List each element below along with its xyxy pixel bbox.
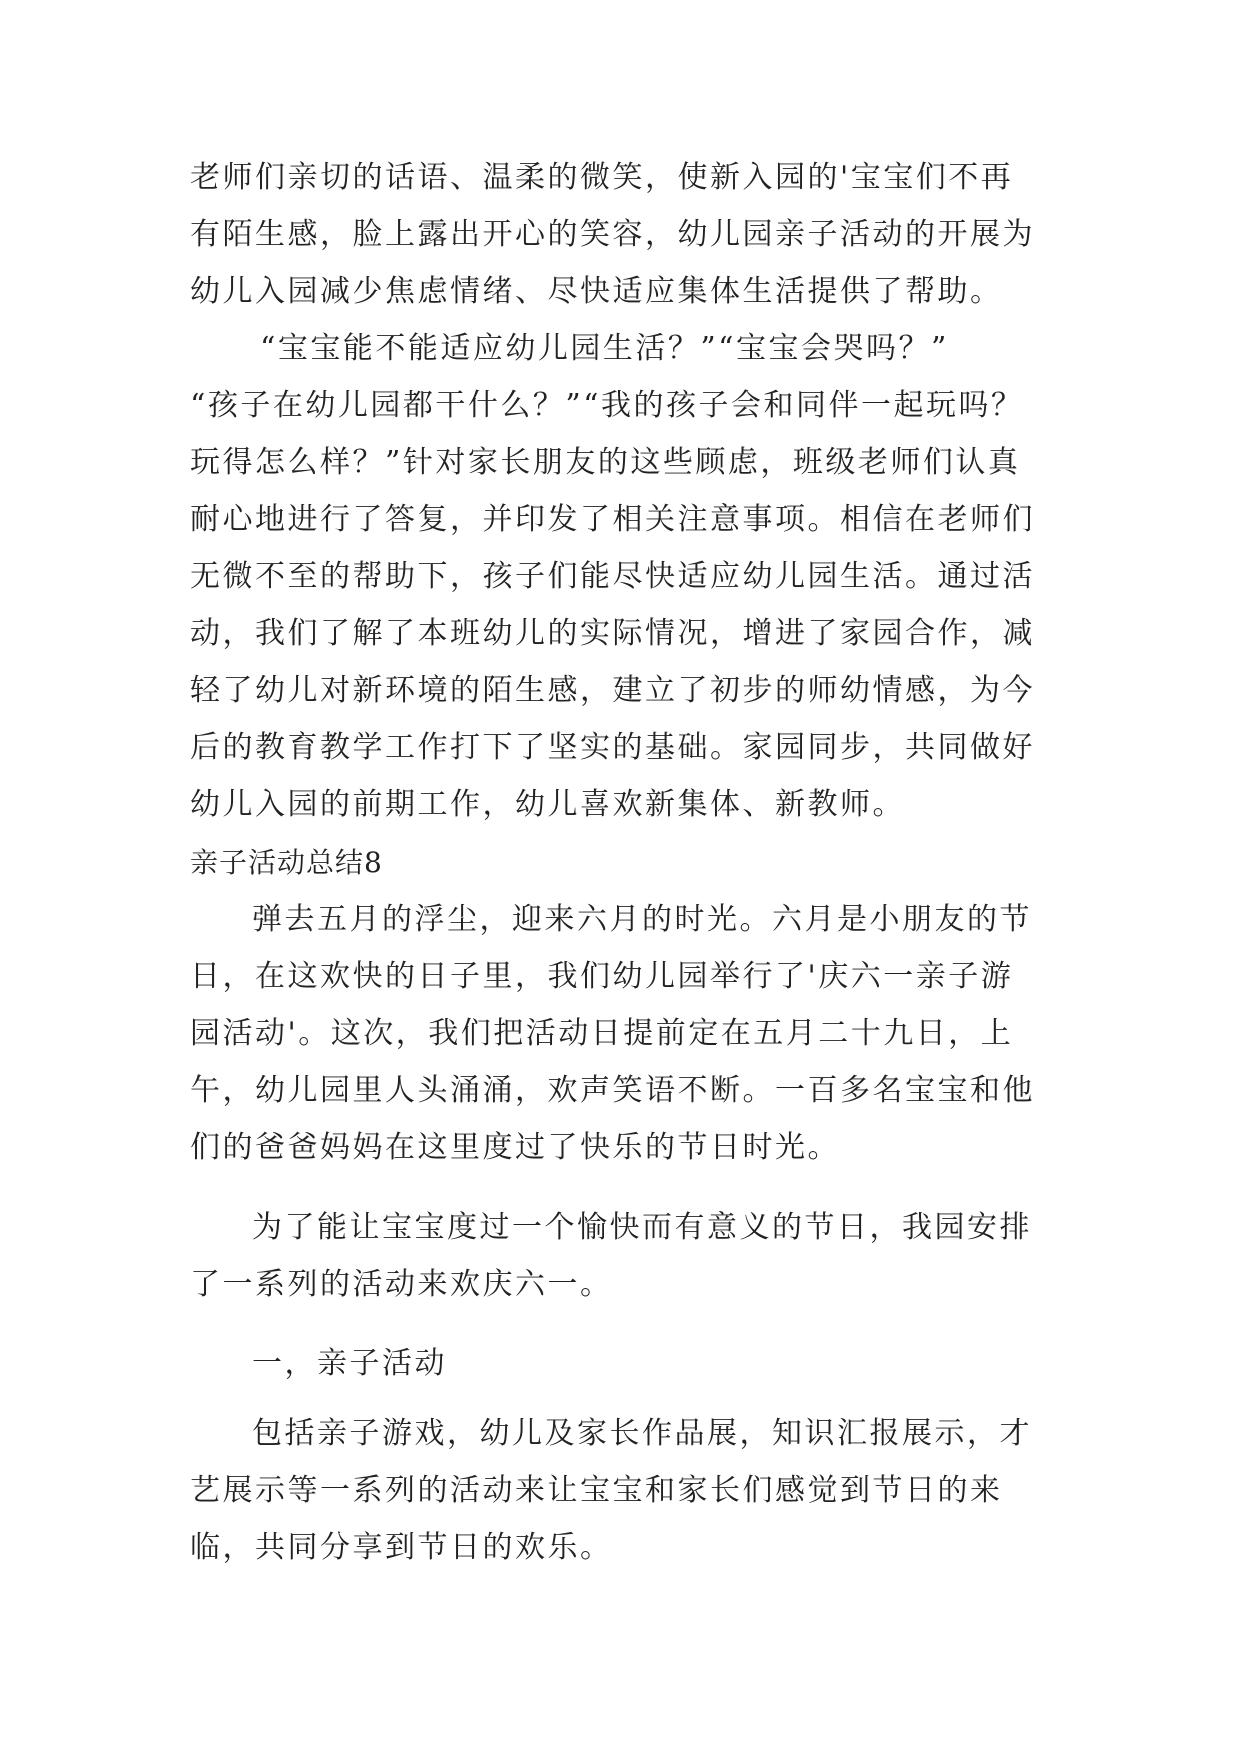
text-line: “孩子在幼儿园都干什么？”“我的孩子会和同伴一起玩吗？: [190, 388, 1024, 423]
text-line: 轻了幼儿对新环境的陌生感，建立了初步的师幼情感，为今: [190, 673, 1035, 708]
text-line: 玩得怎么样？”针对家长朋友的这些顾虑，班级老师们认真: [190, 445, 1021, 480]
text-line: 艺展示等一系列的活动来让宝宝和家长们感觉到节日的来: [190, 1473, 1003, 1508]
text-line: 幼儿入园的前期工作，幼儿喜欢新集体、新教师。: [190, 787, 905, 822]
text-line: 耐心地进行了答复，并印发了相关注意事项。相信在老师们: [190, 502, 1035, 537]
section-heading: 亲子活动总结8: [190, 846, 383, 879]
text-line: 动，我们了解了本班幼儿的实际情况，增进了家园合作，减: [190, 616, 1035, 651]
text-line: 了一系列的活动来欢庆六一。: [190, 1267, 613, 1302]
text-line: 午，幼儿园里人头涌涌，欢声笑语不断。一百多名宝宝和他: [190, 1073, 1035, 1108]
text-line: 日，在这欢快的日子里，我们幼儿园举行了'庆六一亲子游: [190, 959, 1014, 994]
text-line: 临，共同分享到节日的欢乐。: [190, 1530, 613, 1565]
text-line: 后的教育教学工作打下了坚实的基础。家园同步，共同做好: [190, 730, 1035, 765]
text-line: 弹去五月的浮尘，迎来六月的时光。六月是小朋友的节: [252, 902, 1032, 937]
text-line: 们的爸爸妈妈在这里度过了快乐的节日时光。: [190, 1130, 840, 1165]
text-line: 老师们亲切的话语、温柔的微笑，使新入园的'宝宝们不再: [190, 160, 1014, 195]
text-line: 为了能让宝宝度过一个愉快而有意义的节日，我园安排: [252, 1210, 1032, 1245]
text-line: 幼儿入园减少焦虑情绪、尽快适应集体生活提供了帮助。: [190, 274, 1003, 309]
text-line: 有陌生感，脸上露出开心的笑容，幼儿园亲子活动的开展为: [190, 217, 1035, 252]
subsection-heading: 一，亲子活动: [252, 1346, 447, 1381]
text-line: 无微不至的帮助下，孩子们能尽快适应幼儿园生活。通过活: [190, 559, 1035, 594]
text-line: “宝宝能不能适应幼儿园生活？”“宝宝会哭吗？”: [260, 331, 949, 366]
text-line: 园活动'。这次，我们把活动日提前定在五月二十九日，上: [190, 1016, 1014, 1051]
text-line: 包括亲子游戏，幼儿及家长作品展，知识汇报展示，才: [252, 1416, 1032, 1451]
